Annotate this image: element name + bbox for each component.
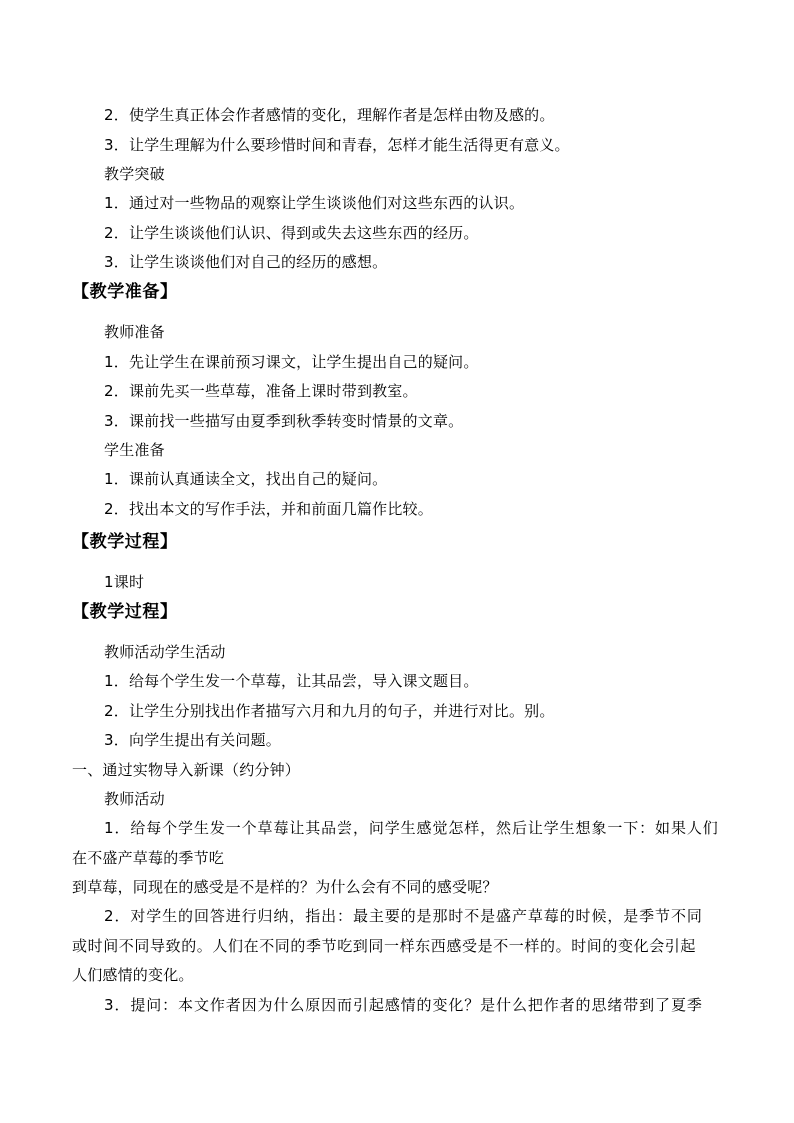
teacher-prep-item-1: 1．先让学生在课前预习课文，让学生提出自己的疑问。	[104, 353, 479, 371]
process-item-3: 3．向学生提出有关问题。	[104, 731, 281, 749]
objective-item-3: 3．让学生理解为什么要珍惜时间和青春，怎样才能生活得更有意义。	[104, 136, 570, 154]
section-1-para-2-line-2: 或时间不同导致的。人们在不同的季节吃到同一样东西感受是不一样的。时间的变化会引起	[72, 937, 697, 955]
section-1-teacher-title: 教师活动	[104, 790, 165, 808]
student-prep-item-1: 1．课前认真通读全文，找出自己的疑问。	[104, 470, 388, 488]
preparation-heading: 【教学准备】	[72, 282, 178, 302]
process-item-2: 2．让学生分别找出作者描写六月和九月的句子，并进行对比。别。	[104, 702, 555, 720]
breakthrough-title: 教学突破	[104, 165, 165, 183]
process-item-1: 1．给每个学生发一个草莓，让其品尝，导入课文题目。	[104, 672, 479, 690]
teacher-prep-item-2: 2．课前先买一些草莓，准备上课时带到教室。	[104, 382, 418, 400]
student-prep-title: 学生准备	[104, 441, 165, 459]
teacher-prep-title: 教师准备	[104, 323, 165, 341]
process-heading-2: 【教学过程】	[72, 602, 178, 622]
teacher-prep-item-3: 3．课前找一些描写由夏季到秋季转变时情景的文章。	[104, 412, 464, 430]
activity-title: 教师活动学生活动	[104, 643, 226, 661]
breakthrough-item-2: 2．让学生谈谈他们认识、得到或失去这些东西的经历。	[104, 224, 479, 242]
section-1-title: 一、通过实物导入新课（约分钟）	[72, 761, 301, 779]
process-heading-1: 【教学过程】	[72, 532, 178, 552]
class-duration: 1课时	[104, 573, 145, 591]
section-1-para-1-line-1: 1．给每个学生发一个草莓让其品尝，问学生感觉怎样，然后让学生想象一下：如果人们	[104, 819, 719, 837]
breakthrough-item-1: 1．通过对一些物品的观察让学生谈谈他们对这些东西的认识。	[104, 194, 525, 212]
section-1-para-2-line-3: 人们感情的变化。	[72, 966, 194, 984]
section-1-para-1-line-2: 在不盛产草莓的季节吃	[72, 849, 225, 867]
section-1-para-3-line-1: 3．提问：本文作者因为什么原因而引起感情的变化？是什么把作者的思绪带到了夏季	[104, 996, 703, 1014]
section-1-para-1-line-3: 到草莓，同现在的感受是不是样的？为什么会有不同的感受呢？	[72, 878, 498, 896]
objective-item-2: 2．使学生真正体会作者感情的变化，理解作者是怎样由物及感的。	[104, 106, 555, 124]
section-1-para-2-line-1: 2．对学生的回答进行归纳，指出：最主要的是那时不是盛产草莓的时候，是季节不同	[104, 907, 703, 925]
student-prep-item-2: 2．找出本文的写作手法，并和前面几篇作比较。	[104, 500, 433, 518]
breakthrough-item-3: 3．让学生谈谈他们对自己的经历的感想。	[104, 253, 388, 271]
